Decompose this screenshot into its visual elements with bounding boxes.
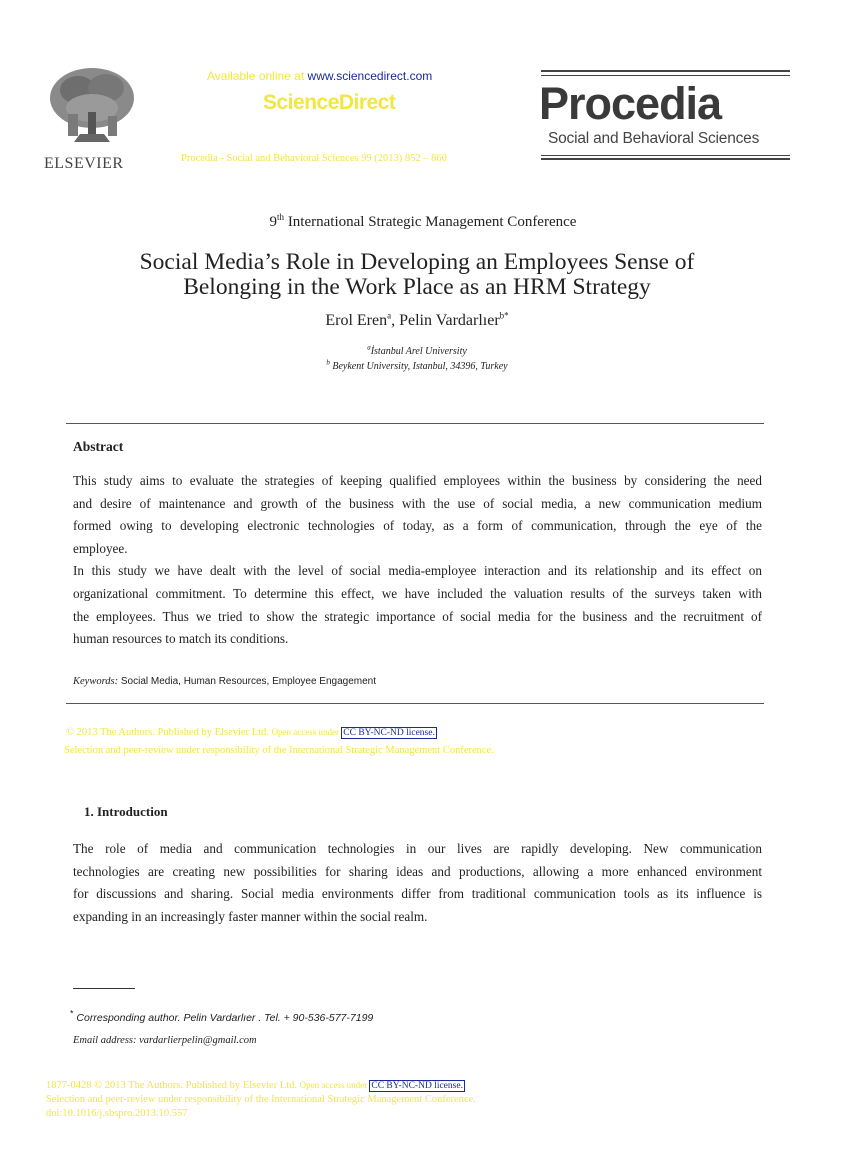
footer-review: Selection and peer-review under responsibility of the International Strategic Management Conference.: [46, 1094, 476, 1105]
footnote-corresponding-text: Corresponding author. Pelin Vardarlıer . Tel. + 90-536-577-7199: [73, 1012, 374, 1024]
paper-title-line2: Belonging in the Work Place as an HRM Strategy: [183, 274, 651, 300]
abstract-p2-line2: organizational commitment. To determine this effect, we have included the valuation results of the surveys taken with: [73, 585, 762, 601]
keywords: [73, 676, 376, 687]
author-2: Pelin Vardarlıer: [399, 312, 500, 329]
conference-line: [0, 214, 846, 231]
abstract-body: [73, 470, 762, 651]
abstract-p2-line3: the employees. Thus we tried to show the strategic importance of social media for the business and the recruitment of: [73, 608, 762, 624]
conference-suffix: th: [277, 212, 285, 222]
license-link[interactable]: CC BY-NC-ND license.: [343, 728, 435, 738]
author-2-sup: b*: [499, 310, 509, 321]
abstract-bottom-rule: [66, 703, 764, 704]
abstract-p2-line1: In this study we have dealt with the level of social media-employee interaction and its relationship and its effect on: [73, 563, 762, 579]
paper-title-line1: Social Media’s Role in Developing an Employees Sense of: [139, 249, 695, 275]
affiliation-a: [0, 344, 834, 359]
footnote-mark: *: [70, 1008, 74, 1019]
procedia-top-rule-2: [541, 75, 790, 76]
elsevier-logo: [44, 64, 144, 174]
footer-line1: [46, 1078, 476, 1093]
author-line: [0, 312, 834, 330]
conference-number: 9: [269, 214, 278, 230]
author-1-sup: a: [387, 310, 392, 321]
conference-name: International Strategic Management Conference: [284, 214, 577, 230]
procedia-title: Procedia: [539, 78, 722, 129]
keywords-list: Social Media, Human Resources, Employee Engagement: [118, 676, 377, 687]
intro-line2: technologies are creating new possibilities for sharing ideas and productions, allowing a more enhanced environment: [73, 863, 762, 879]
footer-copyright: 1877-0428 © 2013 The Authors. Published by Elsevier Ltd.: [46, 1080, 300, 1091]
footer-doi: doi:10.1016/j.sbspro.2013.10.557: [46, 1108, 188, 1119]
keywords-label: Keywords:: [73, 676, 119, 687]
abstract-p1-line4: employee.: [73, 540, 128, 556]
affiliation-a-sup: a: [367, 343, 371, 352]
abstract-p1-line2: and desire of maintenance and growth of the business with the use of social media, a new communication medium: [73, 495, 762, 511]
affiliations: [0, 344, 834, 374]
abstract-p1-line1: This study aims to evaluate the strategies of keeping qualified employees within the business by considering the need: [73, 473, 762, 488]
abstract-p2-line4: human resources to match its conditions.: [73, 631, 289, 647]
footer-block: [46, 1078, 476, 1121]
procedia-subtitle: Social and Behavioral Sciences: [548, 130, 760, 147]
introduction-heading: 1. Introduction: [84, 804, 168, 819]
license-line: [66, 724, 494, 742]
footnote-corresponding: [70, 1008, 374, 1024]
intro-line3: for discussions and sharing. Social media environments differ from traditional communication tools as its influence is: [73, 886, 762, 902]
procedia-bottom-rule-2: [541, 158, 790, 160]
abstract-heading: Abstract: [73, 439, 124, 454]
affiliation-b-sup: b: [326, 358, 330, 367]
abstract-top-rule: [66, 423, 764, 424]
procedia-top-rule: [541, 70, 790, 72]
sciencedirect-url-link[interactable]: www.sciencedirect.com: [307, 69, 433, 83]
author-separator: ,: [391, 312, 400, 329]
intro-line4: expanding in an increasingly faster manner within the social realm.: [73, 908, 428, 924]
footer-license-link[interactable]: CC BY-NC-ND license.: [371, 1081, 463, 1091]
affiliation-b-text: Beykent University, Istanbul, 34396, Turkey: [329, 361, 508, 372]
affiliation-a-text: İstanbul Arel University: [370, 346, 467, 357]
available-online: [207, 69, 432, 83]
paper-title: [0, 250, 834, 300]
abstract-p1-line3: formed owing to developing electronic technologies of today, as a form of communication, through the eye of the: [73, 518, 762, 534]
elsevier-tree-icon: [44, 64, 140, 148]
elsevier-wordmark: ELSEVIER: [44, 155, 124, 172]
footnote-rule: [73, 988, 135, 989]
license-open-access: Open access under: [271, 727, 342, 737]
journal-citation: Procedia - Social and Behavioral Sciences 99 (2013) 852 – 860: [181, 153, 447, 164]
footer-open-access: Open access under: [299, 1080, 370, 1090]
introduction-body: [73, 838, 762, 928]
procedia-bottom-rule: [541, 155, 790, 156]
license-block: [66, 724, 494, 759]
sciencedirect-logo: ScienceDirect: [263, 91, 396, 114]
intro-line1: The role of media and communication technologies in our lives are rapidly developing. New communication: [73, 841, 762, 856]
footnote-email: Email address: vardarlierpelin@gmail.com: [73, 1035, 257, 1046]
affiliation-b: [0, 359, 834, 374]
available-prefix: Available online at: [207, 69, 308, 83]
author-1: Erol Eren: [325, 312, 388, 329]
license-review: Selection and peer-review under responsibility of the International Strategic Management Conference.: [64, 745, 494, 756]
license-copyright: © 2013 The Authors. Published by Elsevier Ltd.: [66, 727, 272, 738]
